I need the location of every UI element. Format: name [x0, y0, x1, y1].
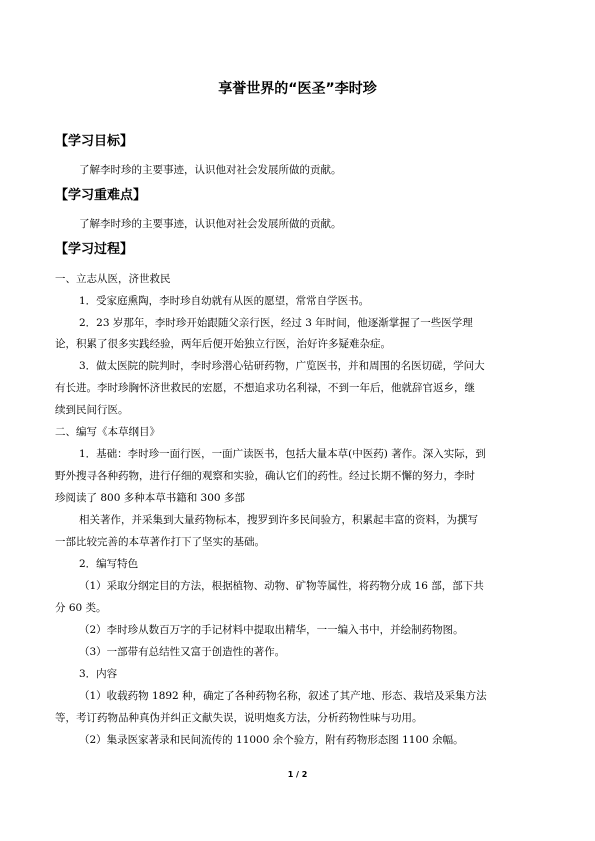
section-heading: 一、立志从医，济世救民 [55, 273, 171, 285]
paragraph-line: 有长进。李时珍胸怀济世救民的宏愿，不想追求功名利禄，不到一年后，他就辞官返乡，继 [55, 382, 475, 394]
paragraph-line: 珍阅读了 800 多种本草书籍和 300 多部 [55, 492, 245, 504]
paragraph-line: 一部比较完善的本草著作打下了坚实的基础。 [55, 536, 265, 548]
paragraph-line: 论，积累了很多实践经验，两年后便开始独立行医，治好许多疑难杂症。 [55, 338, 391, 350]
page-title: 享誉世界的“医圣”李时珍 [218, 81, 377, 97]
paragraph-line: 分 60 类。 [55, 602, 107, 614]
paragraph-line: （1）收载药物 1892 种，确定了各种药物名称，叙述了其产地、形态、栽培及采集方法 [79, 690, 487, 702]
paragraph-line: 3．做太医院的院判时，李时珍潜心钻研药物，广览医书，并和周围的名医切磋，学问大 [79, 360, 485, 372]
section-heading: 二、编写《本草纲目》 [55, 426, 160, 438]
paragraph-line: 相关著作，并采集到大量药物标本，搜罗到许多民间验方，积累起丰富的资料，为撰写 [79, 514, 478, 526]
paragraph-line: 2．23 岁那年，李时珍开始跟随父亲行医，经过 3 年时间，他逐渐掌握了一些医学理 [79, 317, 473, 329]
process-heading: 【学习过程】 [55, 242, 134, 257]
paragraph-line: 1．受家庭熏陶，李时珍自幼就有从医的愿望，常常自学医书。 [79, 295, 370, 307]
key-text: 了解李时珍的主要事迹，认识他对社会发展所做的贡献。 [79, 218, 342, 230]
paragraph-line: （1）采取分纲定目的方法，根据植物、动物、矿物等属性，将药物分成 16 部，部下共 [79, 580, 484, 592]
paragraph-line: 1．基础：李时珍一面行医，一面广读医书，包括大量本草(中医药) 著作。深入实际，到 [79, 448, 486, 460]
goal-text: 了解李时珍的主要事迹，认识他对社会发展所做的贡献。 [79, 164, 342, 176]
key-heading: 【学习重难点】 [55, 188, 147, 203]
paragraph-line: 野外搜寻各种药物，进行仔细的观察和实验，确认它们的药性。经过长期不懈的努力，李时 [55, 470, 475, 482]
paragraph-line: （2）李时珍从数百万字的手记材料中提取出精华，一一编入书中，并绘制药物图。 [79, 624, 464, 636]
paragraph-line: 3．内容 [79, 668, 118, 680]
paragraph-line: 2．编写特色 [79, 558, 139, 570]
goal-heading: 【学习目标】 [55, 134, 134, 149]
paragraph-line: （2）集录医家著录和民间流传的 11000 余个验方，附有药物形态图 1100 余幅。 [79, 734, 464, 746]
paragraph-line: 续到民间行医。 [55, 404, 129, 416]
page-number: 1 / 2 [287, 770, 308, 779]
paragraph-line: （3）一部带有总结性又富于创造性的著作。 [79, 646, 286, 658]
paragraph-line: 等，考订药物品种真伪并纠正文献失误，说明炮炙方法，分析药物性味与功用。 [55, 712, 423, 724]
